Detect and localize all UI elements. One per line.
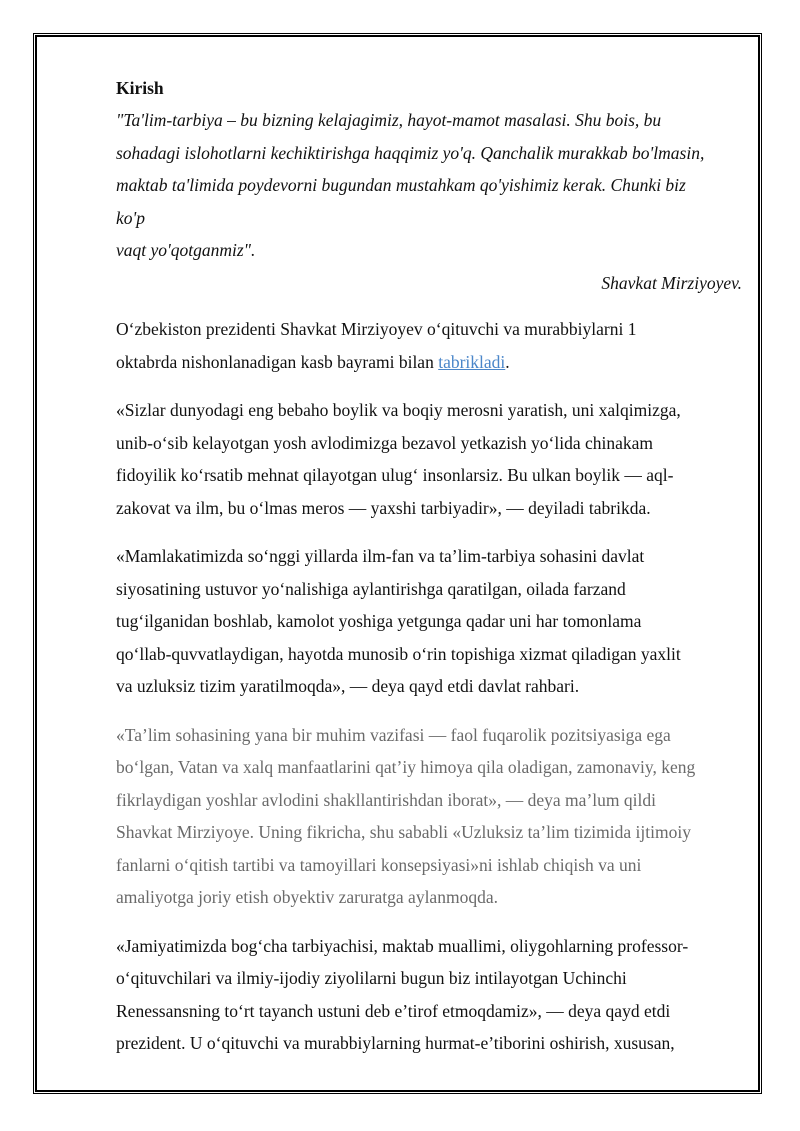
epigraph-line: maktab ta'limida poydevorni bugundan mustahkam qo'yishimiz kerak. Chunki biz (116, 175, 686, 195)
epigraph-line: ko'p (116, 207, 146, 228)
paragraph-line: prezident. U o‘qituvchi va murabbiylarning hurmat-e’tiborini oshirish, xususan, (116, 1033, 675, 1053)
paragraph-line: fanlarni o‘qitish tartibi va tamoyillari konsepsiyasi»ni ishlab chiqish va uni (116, 854, 642, 875)
paragraph-1 (116, 313, 742, 378)
epigraph-quote (116, 104, 742, 267)
paragraph-line: Renessansning to‘rt tayanch ustuni deb e’tirof etmoqdamiz», — deya qayd etdi (116, 1000, 671, 1021)
paragraph-line: siyosatining ustuvor yo‘nalishiga aylantirishga qaratilgan, oilada farzand (116, 578, 626, 599)
paragraph-line: Shavkat Mirziyoye. Uning fikricha, shu sababli «Uzluksiz ta’lim tizimida ijtimoiy (116, 822, 691, 842)
paragraph-line: fikrlaydigan yoshlar avlodini shakllantirishdan iborat», — deya ma’lum qildi (116, 789, 656, 810)
epigraph-line: sohadagi islohotlarni kechiktirishga haqqimiz yo'q. Qanchalik murakkab bo'lmasin, (116, 142, 705, 163)
paragraph-line: bo‘lgan, Vatan va xalq manfaatlarini qat’iy himoya qila oladigan, zamonaviy, keng (116, 757, 696, 777)
epigraph-line: "Ta'lim-tarbiya – bu bizning kelajagimiz, hayot-mamot masalasi. Shu bois, bu (116, 110, 662, 130)
paragraph-line: oktabrda nishonlanadigan kasb bayrami bilan (116, 351, 439, 372)
paragraph-line: qo‘llab-quvvatlaydigan, hayotda munosib o‘rin topishiga xizmat qiladigan yaxlit (116, 643, 681, 664)
paragraph-line: o‘qituvchilari va ilmiy-ijodiy ziyolilarni bugun biz intilayotgan Uchinchi (116, 968, 627, 988)
paragraph-line: «Sizlar dunyodagi eng bebaho boylik va boqiy merosni yaratish, uni xalqimizga, (116, 400, 681, 420)
document-body (116, 74, 742, 1076)
tabrikladi-link[interactable]: tabrikladi (438, 351, 506, 372)
paragraph-line: «Jamiyatimizda bog‘cha tarbiyachisi, maktab muallimi, oliygohlarning professor- (116, 935, 689, 956)
paragraph-line: fidoyilik ko‘rsatib mehnat qilayotgan ulug‘ insonlarsiz. Bu ulkan boylik — aql- (116, 465, 674, 485)
paragraph-2 (116, 394, 742, 524)
paragraph-4 (116, 719, 742, 914)
paragraph-3 (116, 540, 742, 703)
paragraph-line: va uzluksiz tizim yaratilmoqda», — deya qayd etdi davlat rahbari. (116, 676, 580, 696)
epigraph-line: vaqt yo'qotganmiz". (116, 240, 256, 260)
paragraph-line-end: . (505, 351, 510, 372)
paragraph-line: O‘zbekiston prezidenti Shavkat Mirziyoyev o‘qituvchi va murabbiylarni 1 (116, 319, 637, 339)
paragraph-line: amaliyotga joriy etish obyektiv zaruratga aylanmoqda. (116, 887, 498, 907)
paragraph-line: zakovat va ilm, bu o‘lmas meros — yaxshi tarbiyadir», — deyiladi tabrikda. (116, 497, 651, 518)
section-heading: Kirish (116, 78, 164, 98)
paragraph-line: unib-o‘sib kelayotgan yosh avlodimizga bezavol yetkazish yo‘lida chinakam (116, 432, 653, 453)
epigraph-author: Shavkat Mirziyoyev. (601, 272, 742, 293)
paragraph-5 (116, 930, 742, 1060)
paragraph-line: tug‘ilganidan boshlab, kamolot yoshiga yetgunga qadar uni har tomonlama (116, 611, 642, 631)
paragraph-line: «Mamlakatimizda so‘nggi yillarda ilm-fan va ta’lim-tarbiya sohasini davlat (116, 546, 645, 566)
paragraph-line: «Ta’lim sohasining yana bir muhim vazifasi — faol fuqarolik pozitsiyasiga ega (116, 724, 671, 745)
